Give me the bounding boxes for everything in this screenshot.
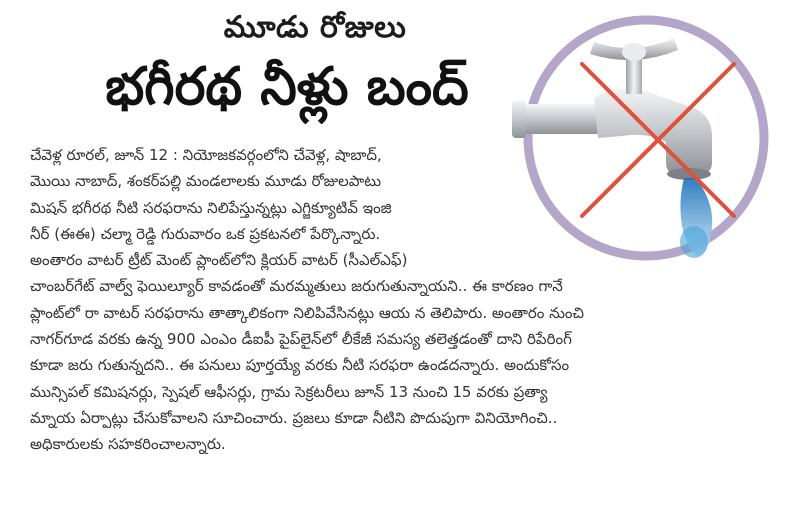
body-line: మ్నాయ ఏర్పాట్లు చేసుకోవాలని సూచించారు. ప్రజలు కూడా నీటిని పొదుపుగా వినియోగించి.. (30, 408, 558, 427)
body-line: నీర్ (ఈఈ) చల్మా రెడ్డి గురువారం ఒక ప్రకటనలో పేర్కొన్నారు. (30, 224, 381, 243)
headline: భగీరథ నీళ్లు బంద్ (105, 57, 469, 117)
body-line: అంతారం వాటర్ ట్రీట్ మెంట్ ప్లాంట్‌లోని క్లియర్ వాటర్ (సీఎల్ఎఫ్) (30, 251, 408, 270)
body-line: ప్లాంట్‌లో రా వాటర్ సరఫరాను తాత్కాలికంగా నిలిపివేసినట్లు ఆయ న తెలిపారు. అంతారం నుంచి (30, 303, 584, 322)
body-line: చేవెళ్ల రూరల్, జూన్ 12 : నియోజకవర్గంలోని చేవెళ్ల, షాబాద్, (30, 146, 382, 164)
body-line: కూడా జరు గుతున్నదని.. ఈ పనులు పూర్తయ్యే వరకు నీటి సరఫరా ఉండదన్నారు. అందుకోసం (30, 356, 570, 375)
body-line: చాంబర్‌గేట్ వాల్వ్ ఫెయిల్యూర్ కావడంతో మరమ్మతులు జరుగుతున్నాయని.. ఈ కారణం గానే (30, 277, 563, 296)
body-line: మిషన్ భగీరథ నీటి సరఫరాను నిలిపేస్తున్నట్లు ఎగ్జిక్యూటివ్ ఇంజి (30, 198, 392, 217)
kicker-heading: మూడు రోజులు (223, 10, 407, 45)
body-line: మున్సిపల్ కమిషనర్లు, స్పెషల్ ఆఫీసర్లు, గ్రామ సెక్రటరీలు జూన్ 13 నుంచి 15 వరకు ప్రత్యా (30, 382, 548, 401)
body-line: నాగర్‌గూడ వరకు ఉన్న 900 ఎంఎం డీఐపీ పైప్‌లైన్‌లో లీకేజీ సమస్య తలెత్తడంతో దాని రిపేరింగ్ (30, 330, 572, 349)
article-body (30, 142, 782, 458)
body-line: అధికారులకు సహకరించాలన్నారు. (30, 435, 226, 454)
body-line: మొయి నాబాద్, శంకర్‌పల్లి మండలాలకు మూడు రోజులపాటు (30, 172, 382, 191)
